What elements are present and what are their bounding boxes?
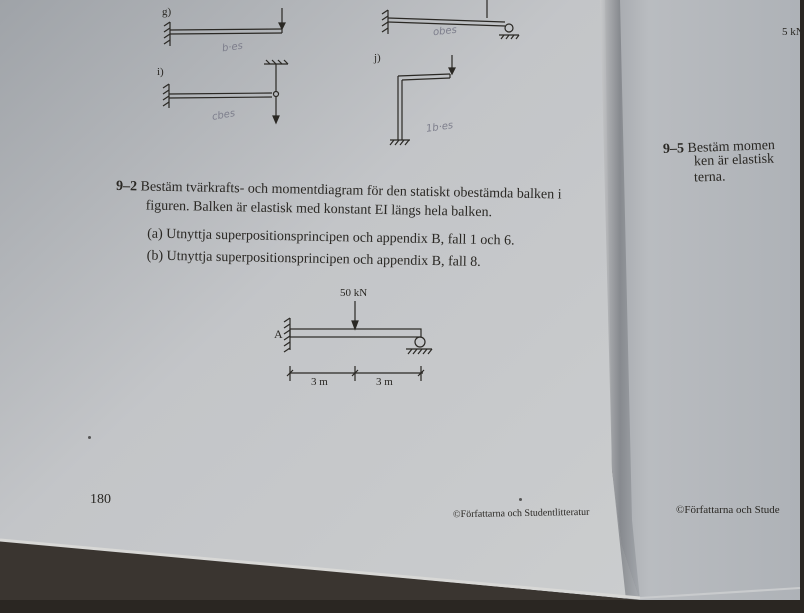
handwriting-top-right: obes [432,24,458,39]
footer-right: ©Författarna och Stude [676,504,780,516]
footer-left: ©Författarna och Studentlitteratur [452,506,590,521]
speck [88,436,91,439]
part-a: (a) Utnyttja superpositionsprincipen och appendix B, fall 1 och 6. [147,226,515,249]
problem-number: 9–2 [115,178,138,195]
right-problem-number: 9–5 [662,141,685,157]
part-b: (b) Utnyttja superpositionsprincipen och appendix B, fall 8. [146,248,481,270]
label-i: i) [157,66,164,78]
handwriting-g: b·es [221,40,244,55]
dimension-left: 3 m [311,376,328,388]
right-problem-line-3: terna. [693,169,726,186]
dimension-right: 3 m [376,376,393,388]
right-corner-text: 5 kN [782,26,804,38]
problem-line-2: figuren. Balken är elastisk med konstant EI längs hela balken. [145,198,493,221]
right-problem-line-1: Bestäm momen [687,138,776,157]
speck [519,498,522,501]
handwriting-j: 1b·es [425,120,454,135]
load-label: 50 kN [340,287,368,299]
beam [290,329,421,337]
label-j: j) [374,52,381,64]
support-label-a: A [274,327,283,341]
handwriting-i: cbes [211,108,236,123]
right-problem-line-2: ken är elastisk [693,151,775,170]
problem-line-1: Bestäm tvärkrafts- och momentdiagram för den statiskt obestämda balken i [140,179,562,203]
page-number: 180 [90,492,111,507]
label-g: g) [162,6,172,18]
roller-support [415,337,425,347]
